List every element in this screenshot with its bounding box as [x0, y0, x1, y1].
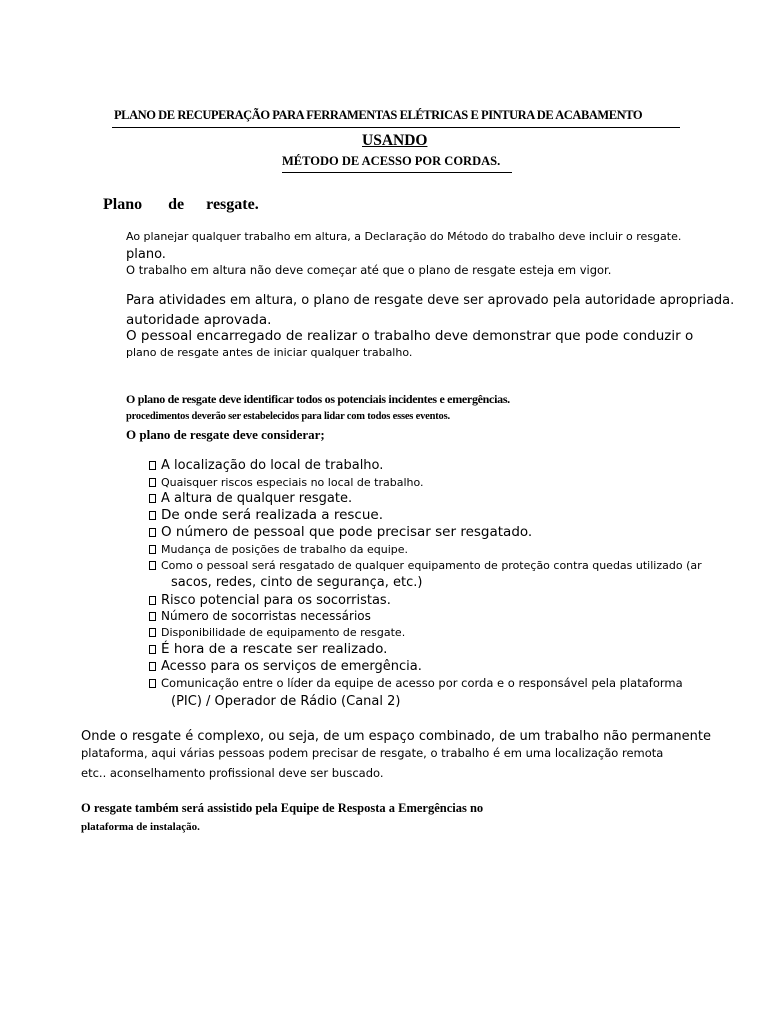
- list-item: Número de socorristas necessários: [149, 609, 371, 623]
- checkbox-bullet-icon: [149, 561, 156, 570]
- checkbox-bullet-icon: [149, 679, 156, 688]
- intro-line: autoridade aprovada.: [126, 312, 272, 328]
- list-item: Acesso para os serviços de emergência.: [149, 659, 422, 674]
- complex-line: Onde o resgate é complexo, ou seja, de um espaço combinado, de um trabalho não permanente: [81, 729, 711, 744]
- document-title: PLANO DE RECUPERAÇÃO PARA FERRAMENTAS ELÉTRICAS E PINTURA DE ACABAMENTO: [114, 108, 643, 122]
- complex-line: plataforma, aqui várias pessoas podem precisar de resgate, o trabalho é em uma localização remota: [81, 746, 664, 760]
- list-item: A localização do local de trabalho.: [149, 458, 383, 473]
- list-item: Como o pessoal será resgatado de qualquer equipamento de proteção contra quedas utilizado (ar: [149, 559, 702, 572]
- list-item: Mudança de posições de trabalho da equipe.: [149, 543, 408, 556]
- list-item: De onde será realizada a rescue.: [149, 507, 383, 523]
- intro-line: O trabalho em altura não deve começar até que o plano de resgate esteja em vigor.: [126, 263, 612, 277]
- document-subtitle: USANDO: [362, 132, 428, 149]
- list-item-continuation: (PIC) / Operador de Rádio (Canal 2): [171, 694, 401, 709]
- intro-line: O pessoal encarregado de realizar o trabalho deve demonstrar que pode conduzir o: [126, 328, 694, 344]
- heading-word: resgate.: [206, 196, 259, 213]
- checkbox-bullet-icon: [149, 662, 156, 671]
- complex-line: etc.. aconselhamento profissional deve ser buscado.: [81, 766, 384, 780]
- identify-line: O plano de resgate deve considerar;: [126, 427, 325, 442]
- intro-line: Para atividades em altura, o plano de resgate deve ser aprovado pela autoridade apropriada.: [126, 293, 735, 308]
- heading-word: Plano: [103, 196, 143, 213]
- list-item: A altura de qualquer resgate.: [149, 491, 352, 506]
- list-item: Risco potencial para os socorristas.: [149, 593, 391, 608]
- checkbox-bullet-icon: [149, 596, 156, 605]
- checkbox-bullet-icon: [149, 461, 156, 470]
- list-item: Disponibilidade de equipamento de resgate.: [149, 626, 405, 639]
- section-heading: [103, 196, 259, 214]
- list-item: Comunicação entre o líder da equipe de acesso por corda e o responsável pela plataforma: [149, 676, 683, 690]
- checkbox-bullet-icon: [149, 612, 156, 621]
- checkbox-bullet-icon: [149, 645, 156, 654]
- closing-line: plataforma de instalação.: [81, 821, 200, 833]
- list-item: O número de pessoal que pode precisar ser resgatado.: [149, 524, 532, 540]
- method-underline: [282, 172, 512, 173]
- intro-line: plano.: [126, 247, 166, 262]
- list-item: É hora de a rescate ser realizado.: [149, 641, 387, 657]
- heading-word: de: [168, 196, 185, 213]
- checkbox-bullet-icon: [149, 545, 156, 554]
- checkbox-bullet-icon: [149, 478, 156, 487]
- identify-line: O plano de resgate deve identificar todos os potenciais incidentes e emergências.: [126, 392, 510, 406]
- method-heading: MÉTODO DE ACESSO POR CORDAS.: [282, 154, 501, 168]
- list-item: Quaisquer riscos especiais no local de trabalho.: [149, 476, 424, 489]
- checkbox-bullet-icon: [149, 628, 156, 637]
- checkbox-bullet-icon: [149, 511, 156, 520]
- intro-line: Ao planejar qualquer trabalho em altura, a Declaração do Método do trabalho deve incluir o resgate.: [126, 230, 682, 243]
- checkbox-bullet-icon: [149, 494, 156, 503]
- intro-line: plano de resgate antes de iniciar qualquer trabalho.: [126, 346, 413, 359]
- list-item-continuation: sacos, redes, cinto de segurança, etc.): [171, 575, 423, 590]
- checkbox-bullet-icon: [149, 528, 156, 537]
- identify-line: procedimentos deverão ser estabelecidos para lidar com todos esses eventos.: [126, 411, 450, 422]
- title-underline: [112, 127, 680, 128]
- closing-line: O resgate também será assistido pela Equipe de Resposta a Emergências no: [81, 801, 484, 815]
